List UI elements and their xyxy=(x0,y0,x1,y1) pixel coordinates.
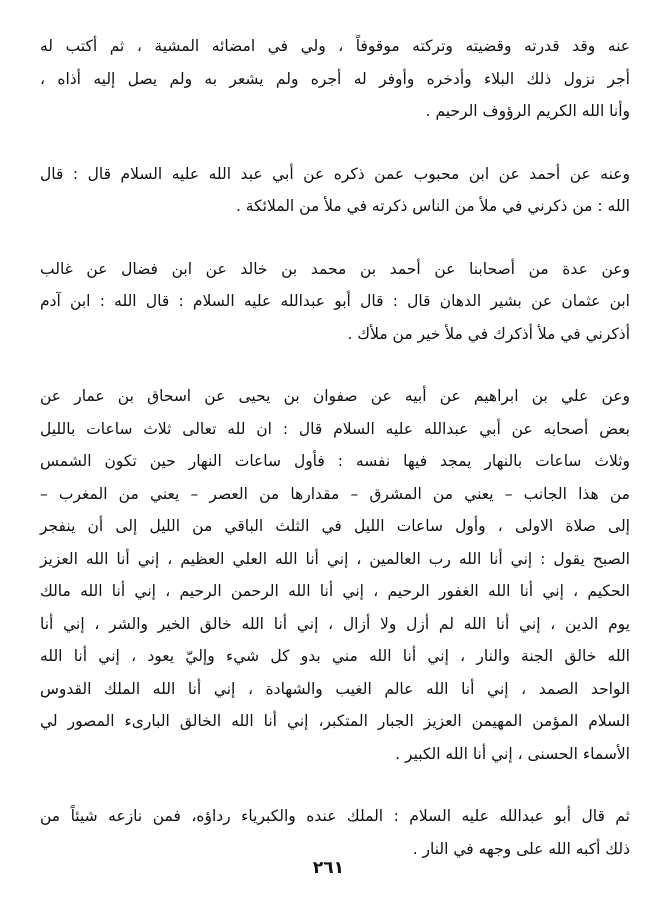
text-line: الأسماء الحسنى ، إني أنا الله الكبير . xyxy=(395,744,630,763)
page-number: ٢٦١ xyxy=(312,858,345,878)
text-line: أذكرني في ملأ أذكرك في ملأ خير من ملأك . xyxy=(347,324,630,343)
text-line: عنه وقد قدرته وقضيته وتركته موقوفاً ، ولي في امضائه المشية ، ثم أكتب له xyxy=(40,37,630,55)
text-line: ابن عثمان عن بشير الدهان قال : قال أبو عبدالله عليه السلام : قال الله : ابن آدم xyxy=(40,292,630,310)
paragraph-2 xyxy=(40,158,630,223)
paragraph-5 xyxy=(40,800,630,865)
text-line: وعن علي بن ابراهيم عن أبيه عن صفوان بن يحيى عن اسحاق بن عمار عن xyxy=(40,387,630,405)
text-line: أجر نزول ذلك البلاء وأدخره وأوفر له أجره ولم يشعر به ولم يصل إليه أذاه ، xyxy=(40,69,630,88)
text-line: وأنا الله الكريم الرؤوف الرحيم . xyxy=(425,102,630,120)
text-line: الحكيم ، إني أنا الله الغفور الرحيم ، إني أنا الله الرحمن الرحيم ، إني أنا الله مالك xyxy=(40,582,630,600)
text-line: ذلك أكبه الله على وجهه في النار . xyxy=(412,839,630,858)
text-line: وعنه عن أحمد عن ابن محبوب عمن ذكره عن أبي عبد الله عليه السلام قال : قال xyxy=(40,164,630,183)
text-line: إلى صلاة الاولى ، وأول ساعات الليل في الثلث الباقي من الليل إلى أن ينفجر xyxy=(40,517,630,535)
text-line: الصبح يقول : إني أنا الله رب العالمين ، إني أنا الله العلي العظيم ، إني أنا الله العزيز xyxy=(40,549,630,568)
paragraph-1 xyxy=(40,30,630,128)
text-line: وعن عدة من أصحابنا عن أحمد بن محمد بن خالد عن ابن فضال عن غالب xyxy=(40,259,630,278)
text-line: ثم قال أبو عبدالله عليه السلام : الملك عنده والكبرياء رداؤه، فمن نازعه شيئاً من xyxy=(40,807,630,825)
text-line: وثلاث ساعات بالنهار يمجد فيها نفسه : فأول ساعات النهار حين تكون الشمس xyxy=(40,452,630,470)
text-line: السلام المؤمن المهيمن العزيز الجبار المتكبر، إني أنا الله الخالق البارىء المصور لي xyxy=(40,712,630,730)
text-line: من هذا الجانب – يعني من المشرق – مقدارها من العصر – يعني من المغرب – xyxy=(40,484,630,503)
page-body xyxy=(40,30,630,895)
text-line: الله : من ذكرني في ملأ من الناس ذكرته في ملأ من الملائكة . xyxy=(235,197,630,215)
text-line: الله خالق الجنة والنار ، إني أنا الله مني بدو كل شيء وإليّ يعود ، إني أنا الله xyxy=(40,647,630,665)
text-line: يوم الدين ، إني أنا الله لم أزل ولا أزال ، إني أنا الله خالق الخير والشر ، إني أنا xyxy=(40,614,630,633)
paragraph-3 xyxy=(40,253,630,351)
text-line: الواحد الصمد ، إني أنا الله عالم الغيب والشهادة ، إني أنا الله الملك القدوس xyxy=(40,679,630,698)
paragraph-4 xyxy=(40,380,630,770)
text-line: بعض أصحابه عن أبي عبدالله عليه السلام قال : ان لله تعالى ثلاث ساعات بالليل xyxy=(40,419,630,438)
